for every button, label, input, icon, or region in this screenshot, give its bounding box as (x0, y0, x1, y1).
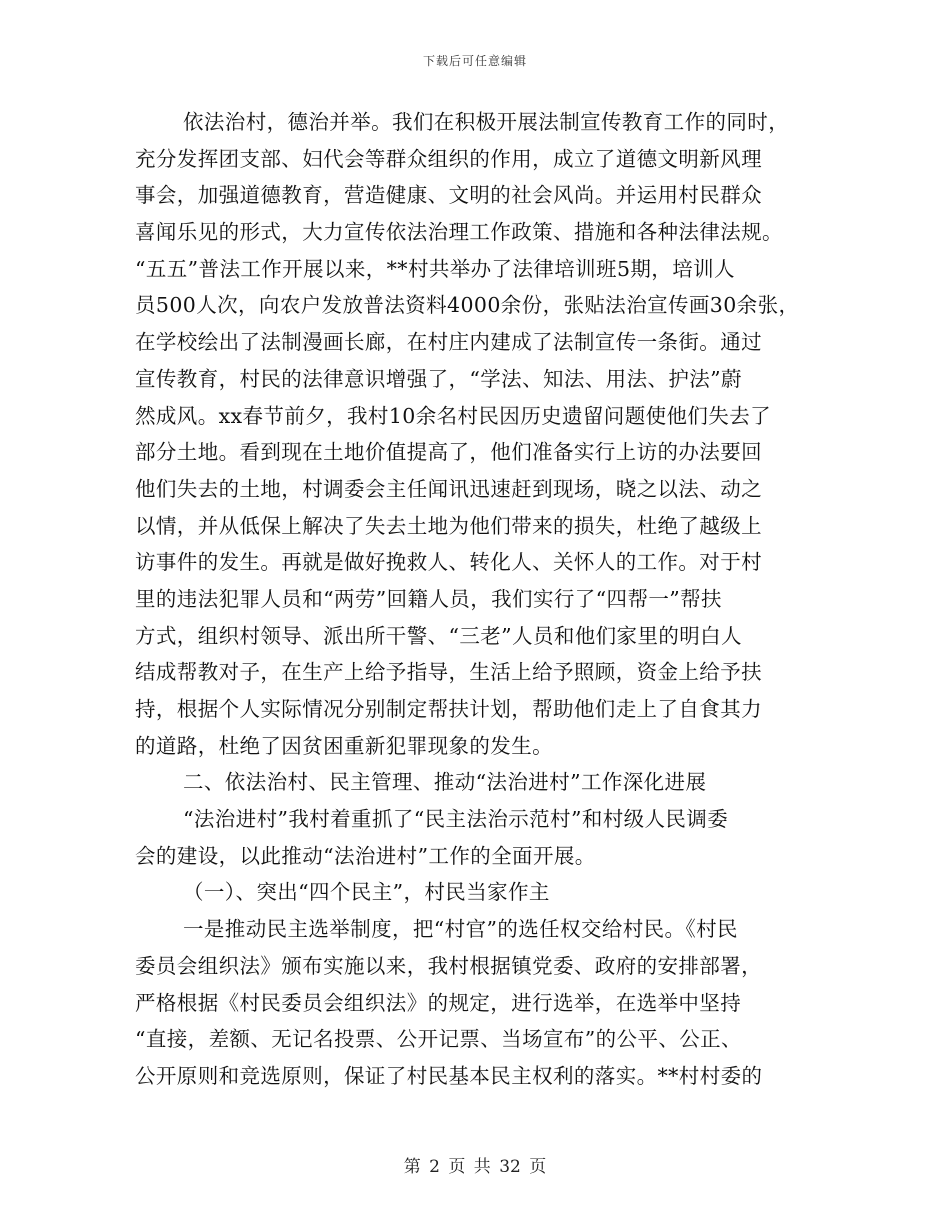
text-line: “直接，差额、无记名投票、公开记票、当场宣布”的公平、公正、 (135, 1027, 742, 1052)
page-header: 下载后可任意编辑 (422, 54, 527, 68)
text-line: 公开原则和竞选原则，保证了村民基本民主权利的落实。**村村委的 (135, 1063, 763, 1088)
text-line: 部分土地。看到现在土地价值提高了，他们准备实行上访的办法要回 (135, 440, 762, 465)
text-line: 一是推动民主选举制度，把“村官”的选任权交给村民。《村民 (183, 917, 738, 942)
text-line: “五五”普法工作开展以来，**村共举办了法律培训班5期，培训人 (135, 256, 735, 281)
text-line: 访事件的发生。再就是做好挽救人、转化人、关怀人的工作。对于村 (135, 550, 762, 575)
text-line: 喜闻乐见的形式，大力宣传依法治理工作政策、措施和各种法律法规。 (135, 220, 783, 245)
text-line: 结成帮教对子，在生产上给予指导，生活上给予照顾，资金上给予扶 (135, 660, 762, 685)
text-line: 员500人次，向农户发放普法资料4000余份，张贴法治宣传画30余张， (135, 293, 800, 318)
text-line: 方式，组织村领导、派出所干警、“三老”人员和他们家里的明白人 (135, 623, 742, 648)
text-line: “法治进村”我村着重抓了“民主法治示范村”和村级人民调委 (183, 807, 729, 832)
text-line: 充分发挥团支部、妇代会等群众组织的作用，成立了道德文明新风理 (135, 146, 762, 171)
text-line: 宣传教育，村民的法律意识增强了，“学法、知法、用法、护法”蔚 (135, 366, 742, 391)
text-line: 然成风。xx春节前夕，我村10余名村民因历史遗留问题使他们失去了 (135, 403, 772, 428)
text-line: 里的违法犯罪人员和“两劳”回籍人员，我们实行了“四帮一”帮扶 (135, 586, 722, 611)
text-line: 委员会组织法》颁布实施以来，我村根据镇党委、政府的安排部署， (135, 953, 762, 978)
text-line: （一）、突出“四个民主”，村民当家作主 (183, 880, 550, 905)
text-line: 以情，并从低保上解决了失去土地为他们带来的损失，杜绝了越级上 (135, 513, 762, 538)
page-footer: 第 2 页 共 32 页 (403, 1157, 547, 1177)
text-line: 持，根据个人实际情况分别制定帮扶计划，帮助他们走上了自食其力 (135, 697, 762, 721)
text-line: 事会，加强道德教育，营造健康、文明的社会风尚。并运用村民群众 (135, 183, 762, 208)
document-body (135, 104, 825, 1095)
text-line: 严格根据《村民委员会组织法》的规定，进行选举，在选举中坚持 (135, 990, 742, 1015)
text-line: 依法治村，德治并举。我们在积极开展法制宣传教育工作的同时， (183, 110, 790, 134)
text-line: 他们失去的土地，村调委会主任闻讯迅速赶到现场，晓之以法、动之 (135, 476, 762, 501)
text-line: 的道路，杜绝了因贫困重新犯罪现象的发生。 (135, 733, 553, 758)
text-line: 在学校绘出了法制漫画长廊，在村庄内建成了法制宣传一条街。通过 (135, 330, 762, 355)
text-line: 会的建设，以此推动“法治进村”工作的全面开展。 (135, 843, 596, 868)
text-line: 二、依法治村、民主管理、推动“法治进村”工作深化进展 (183, 770, 707, 795)
